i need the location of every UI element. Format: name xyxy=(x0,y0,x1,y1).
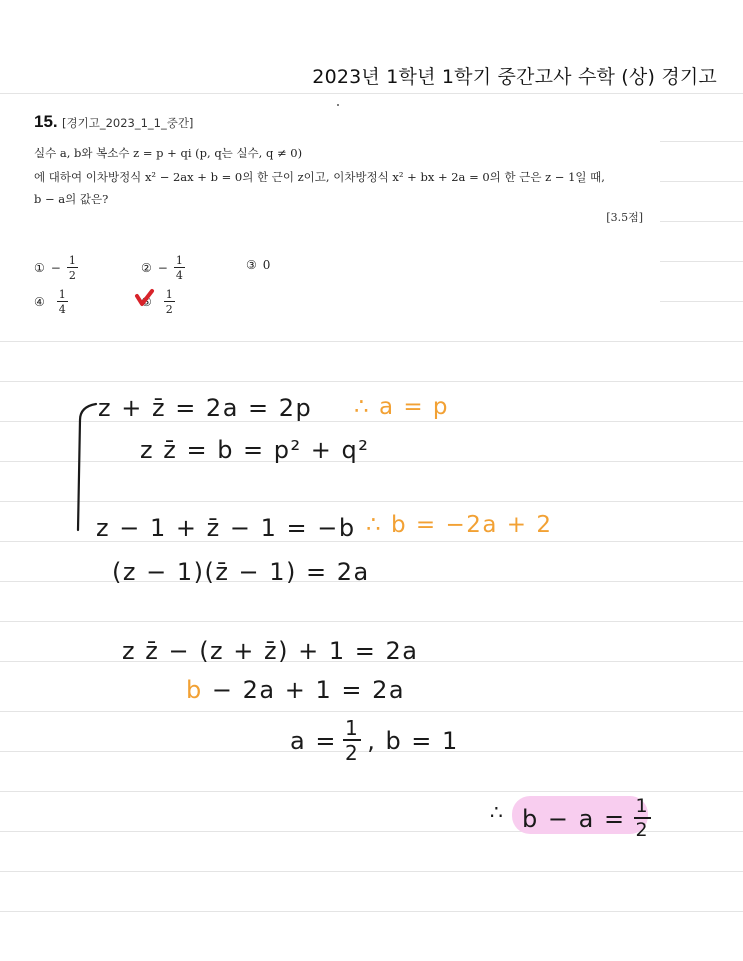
notebook-rule xyxy=(0,871,743,872)
problem-number: 15. xyxy=(34,112,58,131)
handwritten-line-6-rest: − 2a + 1 = 2a xyxy=(202,676,406,704)
choice-3[interactable] xyxy=(246,258,270,272)
handwritten-therefore: ∴ xyxy=(490,800,505,824)
choice-fraction xyxy=(57,289,68,315)
choice-number: ② xyxy=(141,261,152,275)
answer-fraction xyxy=(634,797,652,840)
notebook-rule xyxy=(660,261,743,262)
problem-text-line-1: 실수 a, b와 복소수 z = p + qi (p, q는 실수, q ≠ 0) xyxy=(34,146,303,160)
handwritten-line-2: z z̄ = b = p² + q² xyxy=(140,436,370,464)
choice-value: 0 xyxy=(262,258,271,272)
fraction-denominator: 4 xyxy=(175,269,183,282)
fraction-denominator: 2 xyxy=(68,269,76,282)
choice-number: ③ xyxy=(246,258,257,272)
choice-1[interactable] xyxy=(34,255,78,281)
choice-fraction xyxy=(67,255,78,281)
handwritten-line-1: z + z̄ = 2a = 2p xyxy=(98,394,313,422)
choice-sign: − xyxy=(157,261,168,275)
handwritten-a-equals: a = xyxy=(290,726,337,755)
problem-text-line-3: b − a의 값은? xyxy=(34,192,109,206)
stray-dot xyxy=(337,104,339,106)
fraction-numerator: 1 xyxy=(344,716,360,740)
choice-4[interactable] xyxy=(34,289,68,315)
handwritten-b-equals: , b = 1 xyxy=(367,726,459,755)
fraction-numerator: 1 xyxy=(165,288,173,301)
notebook-rule xyxy=(660,181,743,182)
notebook-rule xyxy=(0,911,743,912)
choice-fraction xyxy=(164,289,175,315)
choice-fraction xyxy=(174,255,185,281)
fraction-denominator: 2 xyxy=(635,819,650,841)
handwritten-line-4: (z − 1)(z̄ − 1) = 2a xyxy=(112,558,370,586)
problem-card xyxy=(0,104,660,336)
fraction-numerator: 1 xyxy=(635,795,650,817)
fraction-numerator: 1 xyxy=(175,254,183,267)
notebook-rule xyxy=(0,501,743,502)
fraction-denominator: 2 xyxy=(344,741,360,765)
fraction-numerator: 1 xyxy=(58,288,66,301)
handwritten-answer xyxy=(522,797,651,840)
notebook-rule xyxy=(0,621,743,622)
notebook-rule xyxy=(0,381,743,382)
fraction-numerator: 1 xyxy=(68,254,76,267)
notebook-rule xyxy=(0,93,743,94)
handwritten-line-5: z z̄ − (z + z̄) + 1 = 2a xyxy=(122,637,419,665)
choice-number: ① xyxy=(34,261,45,275)
notebook-rule xyxy=(0,341,743,342)
notebook-rule xyxy=(0,461,743,462)
check-icon xyxy=(134,288,156,310)
handwritten-line-6 xyxy=(186,676,405,704)
notebook-rule xyxy=(0,791,743,792)
points-label: [3.5점] xyxy=(606,211,643,224)
handwritten-line-3: z − 1 + z̄ − 1 = −b xyxy=(96,514,356,542)
problem-text-line-2: 에 대하여 이차방정식 x² − 2ax + b = 0의 한 근이 z이고, 이차방정식 x² + bx + 2a = 0의 한 근은 z − 1일 때, xyxy=(34,170,605,184)
notebook-rule xyxy=(660,141,743,142)
notebook-rule xyxy=(660,301,743,302)
notebook-rule xyxy=(660,221,743,222)
choice-2[interactable] xyxy=(141,255,185,281)
answer-expression: b − a = xyxy=(522,804,626,833)
notebook-rule xyxy=(0,711,743,712)
fraction-denominator: 4 xyxy=(58,303,66,316)
problem-source: [경기고_2023_1_1_중간] xyxy=(62,116,194,130)
choice-number: ⑤ xyxy=(141,295,152,309)
choice-number: ④ xyxy=(34,295,45,309)
choice-sign: − xyxy=(50,261,61,275)
handwritten-line-7 xyxy=(290,718,459,763)
handwritten-fraction xyxy=(343,718,361,763)
handwritten-note-a-equals-p: ∴ a = p xyxy=(354,394,450,420)
page-title: 2023년 1학년 1학기 중간고사 수학 (상) 경기고 xyxy=(312,66,717,88)
fraction-denominator: 2 xyxy=(165,303,173,316)
handwritten-b-orange: b xyxy=(186,676,203,704)
handwritten-note-b-expression: ∴ b = −2a + 2 xyxy=(366,512,553,538)
